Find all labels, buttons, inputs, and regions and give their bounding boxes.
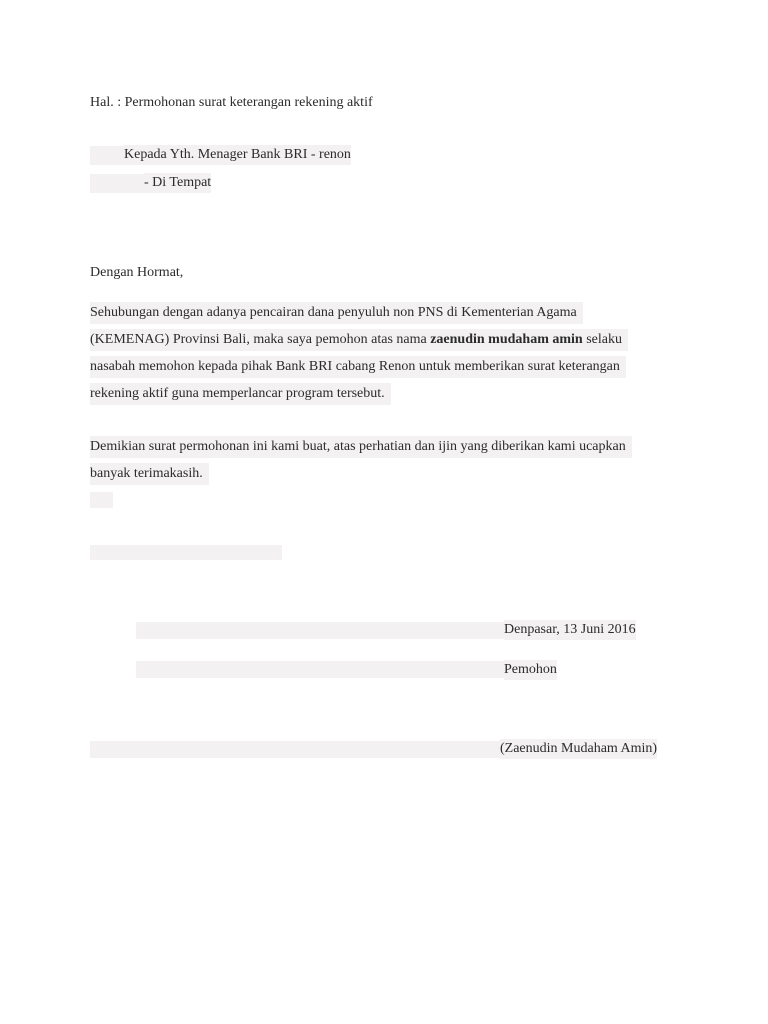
paragraph-row: [90, 380, 680, 407]
place-date: [504, 621, 636, 639]
paragraph-row-text: nasabah memohon kepada pihak Bank BRI cabang Renon untuk memberikan surat keterangan: [90, 356, 626, 378]
signer-name-text: (Zaenudin Mudaham Amin): [500, 739, 657, 759]
signer-name: [500, 740, 657, 758]
recipient-text-2: - Di Tempat: [144, 173, 211, 193]
greeting-text: Dengan Hormat,: [90, 265, 184, 280]
paragraph-row: [90, 433, 680, 460]
paragraph-row: [90, 353, 680, 380]
body-paragraph-2: [90, 433, 680, 487]
applicant-name-bold: zaenudin mudaham amin: [430, 332, 583, 347]
paragraph-row-post: selaku: [582, 332, 622, 347]
paragraph-row-text: banyak terimakasih.: [90, 463, 209, 485]
subject-text: Hal. : Permohonan surat keterangan rekening aktif: [90, 95, 373, 110]
empty-line-shade: [90, 545, 282, 560]
paragraph-row: [90, 460, 680, 487]
recipient-line-2: [144, 174, 211, 192]
place-date-text: Denpasar, 13 Juni 2016: [504, 620, 636, 640]
paragraph-row-text: rekening aktif guna memperlancar program tersebut.: [90, 383, 391, 405]
paragraph-row-text: [90, 329, 628, 351]
signer-role-text: Pemohon: [504, 660, 557, 680]
tab-leader-shade: [136, 661, 504, 678]
body-paragraph-1: [90, 299, 680, 407]
indent-shade: [90, 146, 124, 165]
signer-role: [504, 661, 557, 679]
paragraph-row-text: Sehubungan dengan adanya pencairan dana penyuluh non PNS di Kementerian Agama: [90, 302, 583, 324]
greeting: [90, 264, 183, 282]
indent-shade: [90, 174, 144, 193]
paragraph-row: [90, 299, 680, 326]
paragraph-row: [90, 326, 680, 353]
paragraph-row-pre: (KEMENAG) Provinsi Bali, maka saya pemohon atas nama: [90, 332, 431, 347]
tab-leader-shade: [136, 622, 504, 639]
subject-line: [90, 94, 373, 112]
paragraph-row-text: Demikian surat permohonan ini kami buat, atas perhatian dan ijin yang diberikan kami ucapkan: [90, 436, 632, 458]
empty-line-shade: [90, 492, 113, 508]
tab-leader-shade: [90, 741, 500, 758]
recipient-text-1: Kepada Yth. Menager Bank BRI - renon: [124, 145, 351, 165]
recipient-line-1: [124, 146, 351, 164]
